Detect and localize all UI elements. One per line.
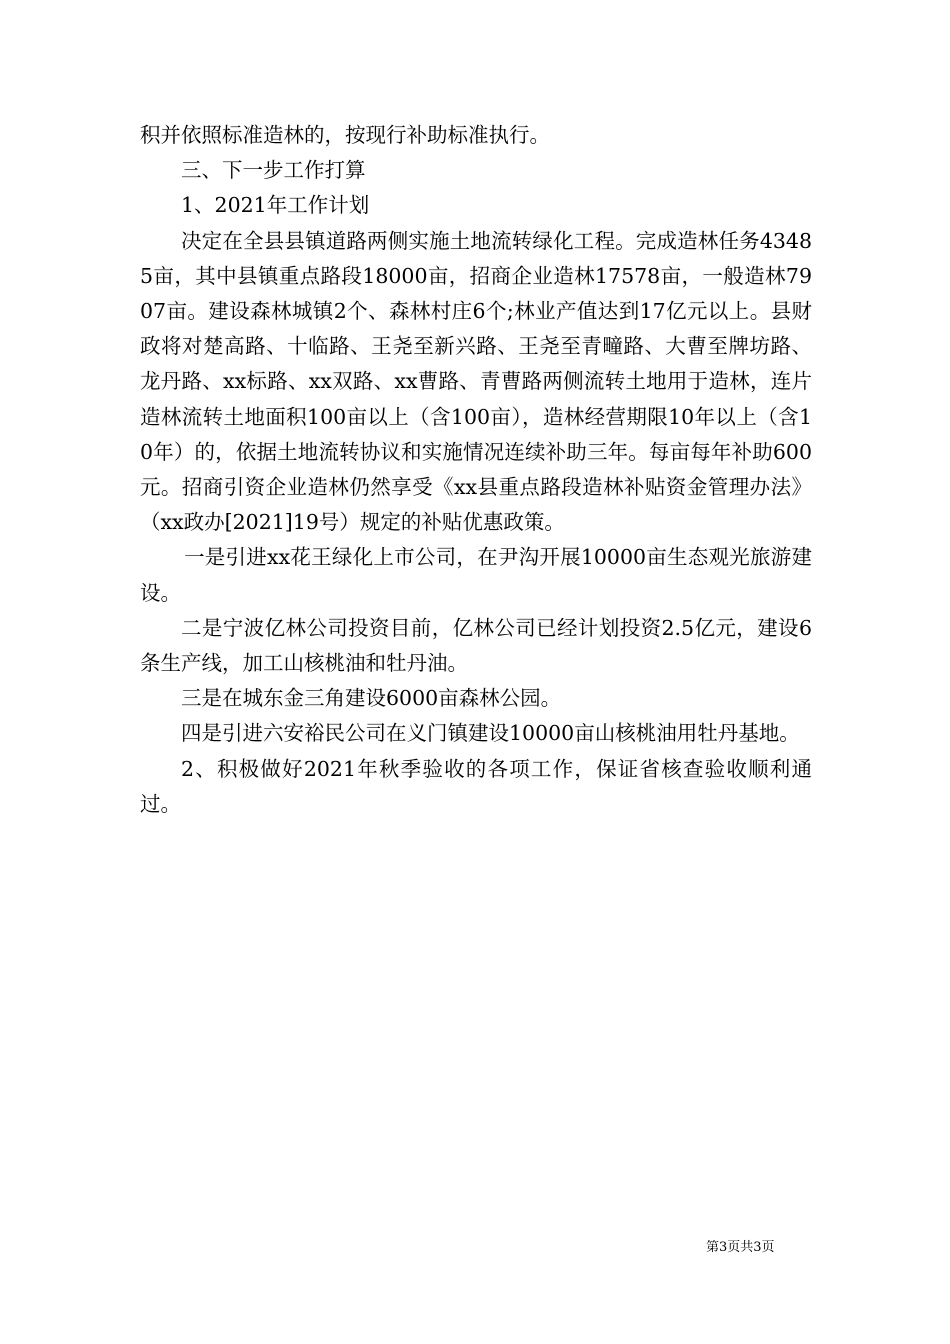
- subsection-heading: 1、2021年工作计划: [181, 193, 370, 218]
- list-item-four: 四是引进六安裕民公司在义门镇建设10000亩山核桃油用牡丹基地。: [181, 721, 800, 746]
- document-body: [140, 118, 812, 822]
- list-item-one: 一是引进xx花王绿化上市公司，在尹沟开展10000亩生态观光旅游建设。: [140, 545, 812, 605]
- list-item-two: 二是宁波亿林公司投资目前，亿林公司已经计划投资2.5亿元，建设6条生产线，加工山核桃油和牡丹油。: [140, 615, 812, 676]
- section-heading: 三、下一步工作打算: [181, 158, 366, 183]
- paragraph-plan-detail: 决定在全县县镇道路两侧实施土地流转绿化工程。完成造林任务43485亩，其中县镇重点路段18000亩，招商企业造林17578亩，一般造林7907亩。建设森林城镇2个、森林村庄6个;林业产值达到17亿元以上。县财政将对楚高路、十临路、王尧至新兴路、王尧至青疃路、大曹至牌坊路、龙丹路、xx标路、xx双路、xx曹路、青曹路两侧流转土地用于造林，连片造林流转土地面积100亩以上（含100亩），造林经营期限10年以上（含10年）的，依据土地流转协议和实施情况连续补助三年。每亩每年补助600元。招商引资企业造林仍然享受《xx县重点路段造林补贴资金管理办法》（xx政办[2021]19号）规定的补贴优惠政策。: [140, 228, 812, 535]
- subsection-item-two: 2、积极做好2021年秋季验收的各项工作，保证省核查验收顺利通过。: [140, 756, 812, 816]
- paragraph-continuation: 积并依照标准造林的，按现行补助标准执行。: [140, 123, 550, 147]
- list-item-three: 三是在城东金三角建设6000亩森林公园。: [181, 686, 562, 711]
- page-number: 第3页共3页: [706, 1240, 775, 1255]
